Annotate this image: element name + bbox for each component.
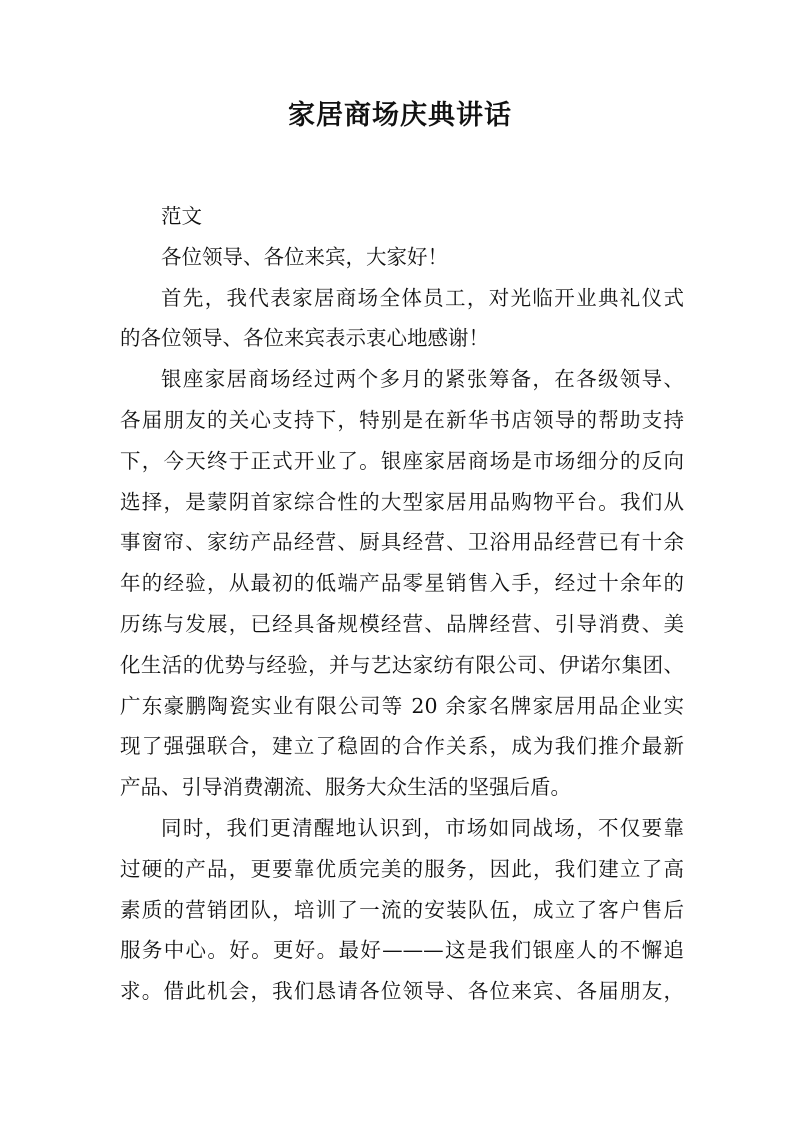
paragraph-line: 过硬的产品，更要靠优质完美的服务，因此，我们建立了高 [120,856,684,881]
paragraph-line: 下，今天终于正式开业了。银座家居商场是市场细分的反向 [120,448,684,473]
document-body [120,196,684,1012]
paragraph-line: 素质的营销团队，培训了一流的安装队伍，成立了客户售后 [120,897,684,922]
paragraph-line: 各位领导、各位来宾，大家好！ [161,244,448,269]
paragraph-service-commitment [120,808,684,1012]
paragraph-line: 同时，我们更清醒地认识到，市场如同战场，不仅要靠 [161,815,684,840]
paragraph-line: 服务中心。好。更好。最好———这是我们银座人的不懈追 [120,938,684,963]
paragraph-line: 首先，我代表家居商场全体员工，对光临开业典礼仪式 [161,285,684,310]
paragraph-line: 各届朋友的关心支持下，特别是在新华书店领导的帮助支持 [120,407,684,432]
page-title: 家居商场庆典讲话 [288,100,512,131]
paragraph-salutation-heading [120,196,684,237]
paragraph-line: 现了强强联合，建立了稳固的合作关系，成为我们推介最新 [120,734,684,759]
paragraph-line: 事窗帘、家纺产品经营、厨具经营、卫浴用品经营已有十余 [120,530,684,555]
paragraph-thanks [120,278,684,360]
paragraph-line: 银座家居商场经过两个多月的紧张筹备，在各级领导、 [161,367,684,392]
paragraph-line: 求。借此机会，我们恳请各位领导、各位来宾、各届朋友， [120,979,684,1004]
paragraph-line: 化生活的优势与经验，并与艺达家纺有限公司、伊诺尔集团、 [120,652,684,677]
paragraph-line: 的各位领导、各位来宾表示衷心地感谢！ [120,326,489,351]
paragraph-greeting [120,237,684,278]
paragraph-line: 历练与发展，已经具备规模经营、品牌经营、引导消费、美 [120,611,684,636]
paragraph-line: 选择，是蒙阴首家综合性的大型家居用品购物平台。我们从 [120,489,684,514]
paragraph-store-introduction [120,359,684,808]
paragraph-line: 广东豪鹏陶瓷实业有限公司等 20 余家名牌家居用品企业实 [120,693,684,718]
paragraph-line: 年的经验，从最初的低端产品零星销售入手，经过十余年的 [120,571,684,596]
paragraph-line: 范文 [161,204,202,228]
paragraph-line: 产品、引导消费潮流、服务大众生活的坚强后盾。 [120,775,571,800]
